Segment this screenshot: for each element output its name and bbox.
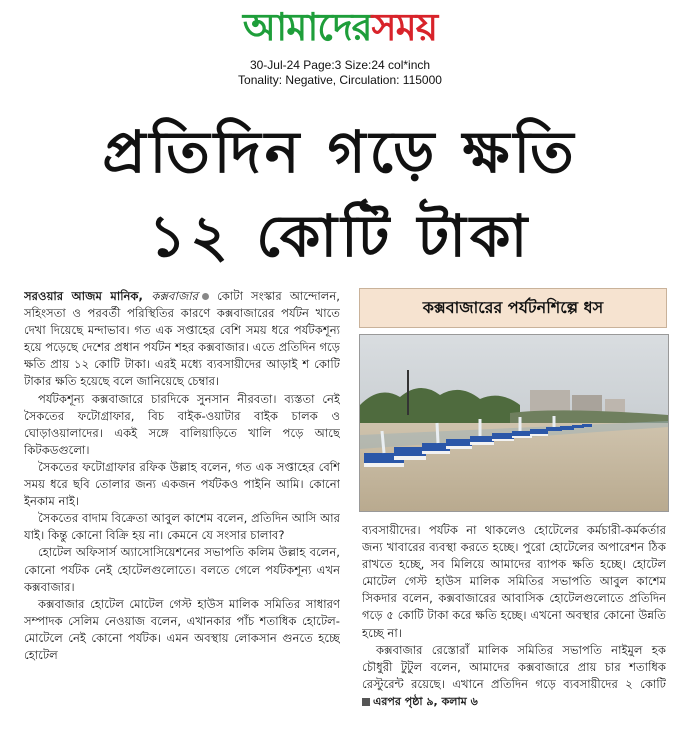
byline-author: সরওয়ার আজম মানিক, <box>24 289 143 303</box>
paragraph-text: কোটা সংস্কার আন্দোলন, সহিংসতা ও পরবর্তী পরিস্থিতির কারণে কক্সবাজারের পর্যটন খাতে দেখা দিয়েছে মন্দাভাব। গত এক সপ্তাহের বেশি সময় ধরে পর্যটকশূন্য হয়ে পড়েছে দেশের প্রধান পর্যটন শহর কক্সবাজার। এতে প্রতিদিন গড়ে ক্ষতি প্রায় ১২ কোটি টাকা। এরই মধ্যে ব্যবসায়ীদের আড়াই শ কোটি টাকার ক্ষতি হয়েছে বলে জানিয়েছে চেম্বার। <box>24 289 340 389</box>
article-paragraph: কক্সবাজার হোটেল মোটেল গেস্ট হাউস মালিক সমিতির সাধারণ সম্পাদক সেলিম নেওয়াজ বলেন, এখানকার পাঁচ শতাধিক হোটেল-মোটেলে নেই কোনো পর্যটক। এমন অবস্থায় লোকসান গুনতে হচ্ছে হোটেল <box>24 596 340 662</box>
newspaper-logo <box>243 4 437 50</box>
headline-line-1: প্রতিদিন গড়ে ক্ষতি <box>102 118 578 186</box>
photo-caption-title: কক্সবাজারের পর্যটনশিল্পে ধস <box>422 297 604 317</box>
logo-part-red: সময় <box>371 4 438 49</box>
article-paragraph: পর্যটকশূন্য কক্সবাজারে চারদিকে সুনসান নীরবতা। ব্যস্ততা নেই সৈকতের ফটোগ্রাফার, বিচ বাইক-ওয়াটার বাইক চালক ও ঘোড়াওয়ালাদের। একই সঙ্গে বালিয়াড়িতে খালি পড়ে আছে কিটকডগুলো। <box>24 391 340 457</box>
article-paragraph: সৈকতের বাদাম বিক্রেতা আবুল কাশেম বলেন, প্রতিদিন আসি আর যাই। কিন্তু কোনো বিক্রি হয় না। কেমনে যে সংসার চালাব? <box>24 511 340 543</box>
clipping-meta-tonality: Tonality: Negative, Circulation: 115000 <box>238 73 442 87</box>
article-paragraph: সৈকতের ফটোগ্রাফার রফিক উল্লাহ বলেন, গত এক সপ্তাহের বেশি সময় ধরে ছবি তোলার জন্য একজন পর্যটকও পাইনি আমি। কোনো ইনকাম নাই। <box>24 459 340 509</box>
beach-photo <box>359 334 669 512</box>
continued-note <box>362 695 478 708</box>
continued-text: এরপর পৃষ্ঠা ৯, কলাম ৬ <box>373 694 478 708</box>
beach-photo-image <box>360 335 668 511</box>
square-bullet-icon <box>362 698 370 706</box>
logo-part-green: আমাদের <box>242 4 372 49</box>
headline-line-2: ১২ কোটি টাকা <box>148 202 532 270</box>
photo-caption-box <box>359 288 667 328</box>
bullet-dot-icon <box>202 293 209 300</box>
article-paragraph: হোটেল অফিসার্স অ্যাসোসিয়েশনের সভাপতি কলিম উল্লাহ বলেন, কোনো পর্যটক নেই হোটেলগুলোতে। বলতে গেলে পর্যটকশূন্য এখন কক্সবাজার। <box>24 545 340 594</box>
article-paragraph: ব্যবসায়ীদের। পর্যটক না থাকলেও হোটেলের কর্মচারী-কর্মকর্তার জন্য খাবারের ব্যবস্থা করতে হচ্ছে। পুরো হোটেলের অপারেশন ঠিক রাখতে হচ্ছে, সব মিলিয়ে আমাদের ব্যাপক ক্ষতি হচ্ছে। হোটেল মোটেল গেস্ট হাউস মালিক সমিতির সভাপতি আবুল কাশেম সিকদার বলেন, কক্সবাজারের আবাসিক হোটেলগুলোতে প্রতিদিন গড়ে ৫ কোটি টাকা করে ক্ষতি হচ্ছে। এখনো অবস্থার কোনো উন্নতি হচ্ছে না। <box>362 523 666 640</box>
article-column-left <box>24 288 340 728</box>
byline-location: কক্সবাজার <box>151 289 198 303</box>
masthead <box>0 4 680 50</box>
clipping-meta-date: 30-Jul-24 Page:3 Size:24 col*inch <box>249 58 431 72</box>
article-column-right <box>362 522 666 730</box>
paragraph-text: কক্সবাজার রেস্তোরাঁ মালিক সমিতির সভাপতি নাইমুল হক চৌধুরী টুটুল বলেন, আমাদের কক্সবাজারে প্রায় চার শতাধিক রেস্টুরেন্ট রয়েছে। এখানে প্রতিদিন গড়ে ব্যবসায়ীদের ২ কোটি <box>362 642 666 691</box>
byline <box>24 289 198 303</box>
article-paragraph <box>24 288 340 391</box>
article-paragraph <box>362 642 666 710</box>
